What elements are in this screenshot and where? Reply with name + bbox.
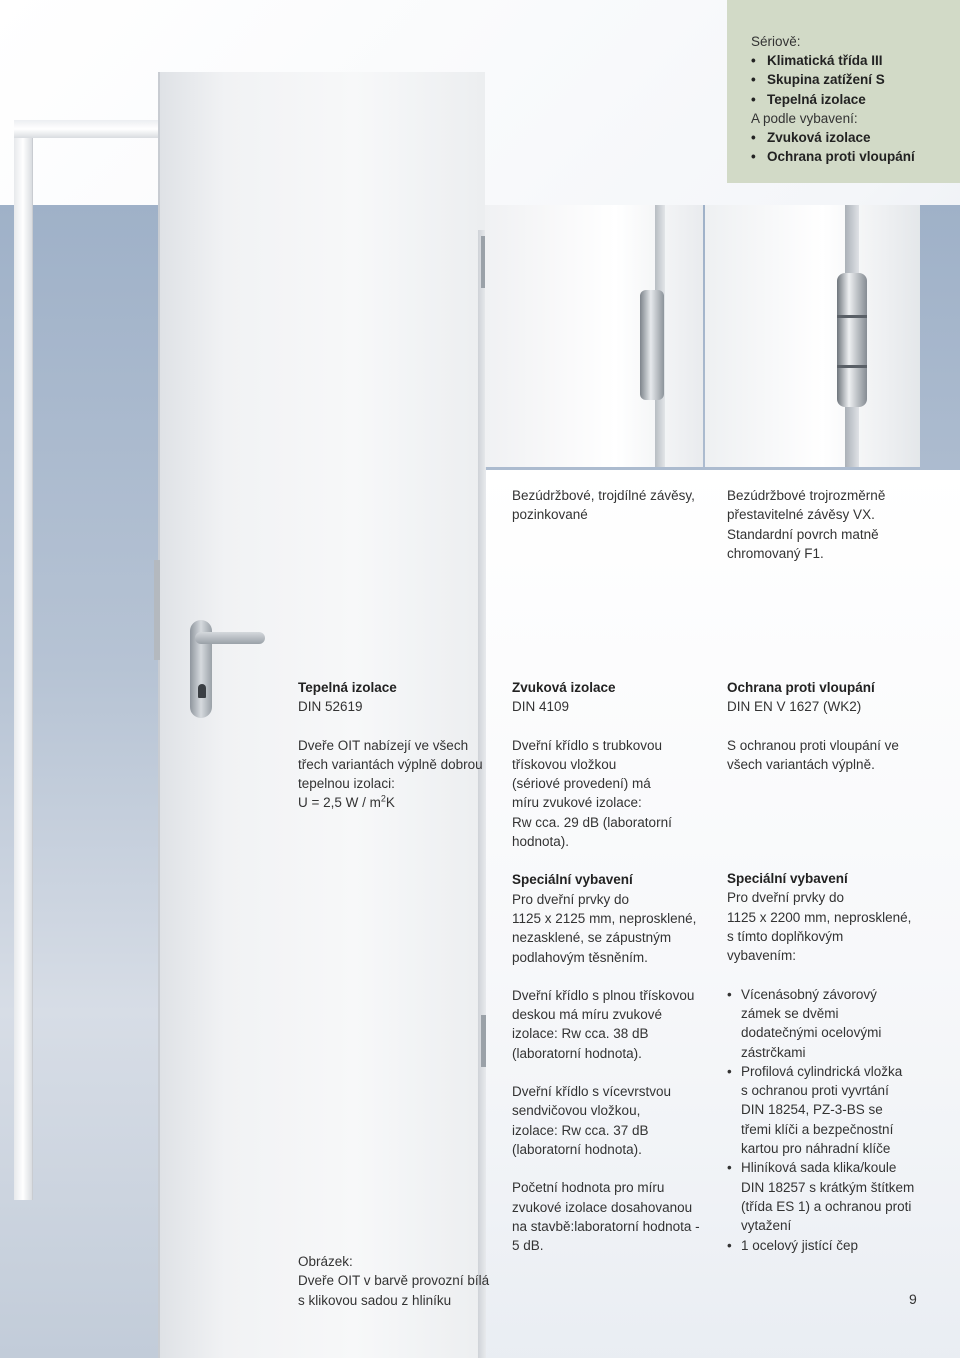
caption-line: chromovaný F1. bbox=[727, 545, 824, 561]
burglary-special-line: 1125 x 2200 mm, neprosklené, bbox=[727, 909, 912, 925]
serial-item: • Klimatická třída III bbox=[751, 51, 950, 70]
burglary-equipment-list bbox=[727, 985, 952, 1255]
figure-caption bbox=[298, 1252, 489, 1310]
sound-special-line: nezasklené, se zápustným bbox=[512, 930, 672, 946]
sound-special-line: podlahovým těsněním. bbox=[512, 949, 648, 965]
sound-line: (sériové provedení) má bbox=[512, 776, 651, 792]
hinge-photo-vx bbox=[705, 205, 920, 467]
burglary-heading: Ochrana proti vloupání bbox=[727, 680, 875, 695]
sound-para-line: (laboratorní hodnota). bbox=[512, 1045, 642, 1061]
optional-intro: A podle vybavení: bbox=[751, 110, 858, 126]
sound-para-line: na stavbě:laboratorní hodnota - bbox=[512, 1218, 700, 1234]
sound-standard: DIN 4109 bbox=[512, 699, 570, 715]
optional-item: • Zvuková izolace bbox=[751, 128, 950, 147]
sound-section bbox=[512, 678, 717, 1255]
serial-features-box bbox=[727, 0, 960, 183]
sound-para-line: 5 dB. bbox=[512, 1238, 544, 1254]
list-item: • Hliníková sada klika/koule DIN 18257 s krátkým štítkem (třída ES 1) a ochranou proti vytažení bbox=[727, 1158, 952, 1235]
thermal-value: U = 2,5 W / $m^2K$ bbox=[298, 793, 395, 811]
hinge-photo-galvanized bbox=[485, 205, 703, 467]
door-frame-top bbox=[14, 120, 164, 138]
sound-heading: Zvuková izolace bbox=[512, 680, 616, 695]
caption-line: Bezúdržbové, trojdílné závěsy, bbox=[512, 488, 695, 503]
hinge-icon bbox=[640, 290, 664, 400]
sound-para-line: izolace: Rw cca. 37 dB bbox=[512, 1122, 649, 1138]
sound-para-line: zvukové izolace dosahovanou bbox=[512, 1199, 693, 1215]
door-handle-icon bbox=[195, 632, 265, 644]
caption-line: přestavitelné závěsy VX. bbox=[727, 507, 875, 523]
sound-line: Rw cca. 29 dB (laboratorní bbox=[512, 814, 672, 830]
sound-para-line: Početní hodnota pro míru bbox=[512, 1180, 665, 1196]
sound-para-line: sendvičovou vložkou, bbox=[512, 1103, 641, 1119]
list-item: • 1 ocelový jistící čep bbox=[727, 1236, 952, 1255]
hinge-caption-1 bbox=[512, 486, 695, 525]
sound-line: míru zvukové izolace: bbox=[512, 795, 642, 811]
burglary-special-line: s tímto doplňkovým bbox=[727, 929, 844, 945]
list-item: • Vícenásobný závorový zámek se dvěmi dodatečnými ocelovými zástrčkami bbox=[727, 985, 952, 1062]
thermal-standard: DIN 52619 bbox=[298, 699, 363, 715]
burglary-special-line: vybavením: bbox=[727, 948, 797, 964]
sound-para-line: Dveřní křídlo s plnou třískovou bbox=[512, 987, 695, 1003]
caption-line: Bezúdržbové trojrozměrně bbox=[727, 488, 886, 503]
thermal-line: třech variantách výplně dobrou bbox=[298, 756, 483, 772]
thermal-heading: Tepelná izolace bbox=[298, 680, 397, 695]
burglary-line: S ochranou proti vloupání ve bbox=[727, 737, 899, 753]
caption-line: Standardní povrch matně bbox=[727, 526, 879, 542]
keyhole-icon bbox=[198, 684, 206, 698]
caption-line: pozinkované bbox=[512, 507, 588, 523]
caption-line: Dveře OIT v barvě provozní bílá bbox=[298, 1273, 490, 1289]
burglary-section bbox=[727, 678, 952, 1255]
sound-line: Dveřní křídlo s trubkovou bbox=[512, 737, 663, 753]
serial-intro: Sériově: bbox=[751, 34, 801, 49]
list-item: • Profilová cylindrická vložka s ochranou proti vyvrtání DIN 18254, PZ-3-BS se třemi klíči a bezpečnostní kartou pro náhradní klíče bbox=[727, 1062, 952, 1158]
burglary-special-line: Pro dveřní prvky do bbox=[727, 890, 845, 906]
burglary-special-heading: Speciální vybavení bbox=[727, 871, 848, 887]
caption-line: s klikovou sadou z hliníku bbox=[298, 1292, 452, 1308]
door-hinge-bottom bbox=[481, 1015, 486, 1067]
thermal-section bbox=[298, 678, 498, 813]
sound-para-line: (laboratorní hodnota). bbox=[512, 1141, 642, 1157]
sound-line: hodnota). bbox=[512, 834, 570, 850]
sound-para-line: izolace: Rw cca. 38 dB bbox=[512, 1026, 649, 1042]
serial-item: • Tepelná izolace bbox=[751, 90, 950, 109]
thermal-line: tepelnou izolaci: bbox=[298, 776, 395, 792]
lock-faceplate bbox=[154, 560, 160, 660]
sound-special-heading: Speciální vybavení bbox=[512, 872, 633, 888]
hinge-caption-2 bbox=[727, 486, 885, 563]
optional-item: • Ochrana proti vloupání bbox=[751, 147, 950, 166]
burglary-line: všech variantách výplně. bbox=[727, 756, 875, 772]
hinge-vx-icon bbox=[837, 273, 867, 407]
sound-special-line: 1125 x 2125 mm, neprosklené, bbox=[512, 910, 697, 926]
serial-item: • Skupina zatížení S bbox=[751, 70, 950, 89]
sound-para-line: deskou má míru zvukové bbox=[512, 1007, 663, 1023]
sound-special-line: Pro dveřní prvky do bbox=[512, 891, 630, 907]
page-number: 9 bbox=[909, 1291, 917, 1307]
sound-para-line: Dveřní křídlo s vícevrstvou bbox=[512, 1084, 672, 1100]
thermal-line: Dveře OIT nabízejí ve všech bbox=[298, 737, 469, 753]
sound-line: třískovou vložkou bbox=[512, 756, 617, 772]
door-frame-left bbox=[14, 120, 33, 1200]
caption-line: Obrázek: bbox=[298, 1254, 353, 1269]
burglary-standard: DIN EN V 1627 (WK2) bbox=[727, 699, 862, 715]
